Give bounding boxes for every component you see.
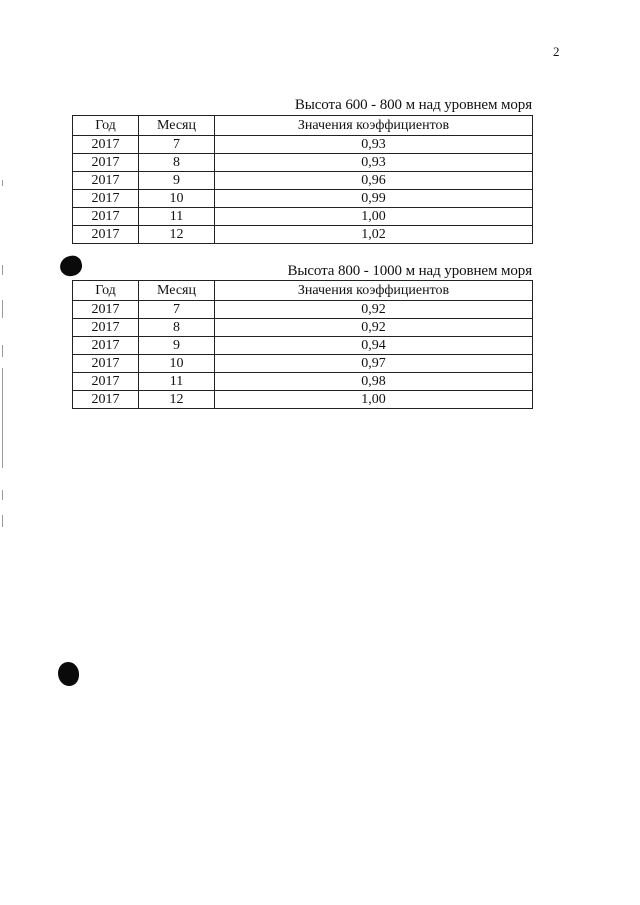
- cell-value: 1,00: [215, 391, 533, 409]
- cell-month: 11: [139, 373, 215, 391]
- header-value: Значения коэффициентов: [215, 116, 533, 136]
- cell-month: 12: [139, 226, 215, 244]
- header-year: Год: [73, 281, 139, 301]
- cell-month: 12: [139, 391, 215, 409]
- page-number: 2: [553, 44, 560, 59]
- header-year: Год: [73, 116, 139, 136]
- cell-value: 0,93: [215, 154, 533, 172]
- coefficients-table-600-800: [72, 115, 533, 244]
- cell-month: 10: [139, 190, 215, 208]
- cell-year: 2017: [73, 154, 139, 172]
- cell-value: 0,96: [215, 172, 533, 190]
- cell-year: 2017: [73, 391, 139, 409]
- cell-month: 7: [139, 136, 215, 154]
- table-row: [73, 355, 533, 373]
- punch-hole-mark: [58, 254, 84, 278]
- cell-year: 2017: [73, 226, 139, 244]
- header-value: Значения коэффициентов: [215, 281, 533, 301]
- coefficients-table-800-1000: [72, 280, 533, 409]
- cell-month: 11: [139, 208, 215, 226]
- table-row: [73, 373, 533, 391]
- table-row: [73, 172, 533, 190]
- cell-value: 0,92: [215, 319, 533, 337]
- cell-month: 9: [139, 172, 215, 190]
- cell-value: 0,98: [215, 373, 533, 391]
- cell-month: 10: [139, 355, 215, 373]
- cell-value: 1,00: [215, 208, 533, 226]
- table-row: [73, 136, 533, 154]
- table-row: [73, 391, 533, 409]
- cell-value: 0,99: [215, 190, 533, 208]
- cell-month: 7: [139, 301, 215, 319]
- table-header-row: [73, 116, 533, 136]
- cell-value: 1,02: [215, 226, 533, 244]
- scan-edge-mark: [2, 265, 3, 275]
- table-row: [73, 319, 533, 337]
- scan-edge-mark: [2, 300, 3, 318]
- cell-year: 2017: [73, 301, 139, 319]
- cell-value: 0,97: [215, 355, 533, 373]
- scan-edge-mark: [2, 515, 3, 527]
- table-row: [73, 226, 533, 244]
- cell-year: 2017: [73, 190, 139, 208]
- table-row: [73, 301, 533, 319]
- cell-value: 0,92: [215, 301, 533, 319]
- cell-value: 0,93: [215, 136, 533, 154]
- cell-year: 2017: [73, 319, 139, 337]
- header-month: Месяц: [139, 281, 215, 301]
- cell-value: 0,94: [215, 337, 533, 355]
- table-header-row: [73, 281, 533, 301]
- cell-year: 2017: [73, 337, 139, 355]
- header-month: Месяц: [139, 116, 215, 136]
- table-caption-800-1000: Высота 800 - 1000 м над уровнем моря: [287, 263, 532, 279]
- cell-month: 8: [139, 154, 215, 172]
- cell-year: 2017: [73, 136, 139, 154]
- table-row: [73, 337, 533, 355]
- punch-hole-mark: [58, 662, 79, 686]
- scan-edge-mark: [2, 490, 3, 500]
- scan-edge-mark: [2, 180, 3, 186]
- cell-month: 9: [139, 337, 215, 355]
- scan-edge-mark: [2, 345, 3, 357]
- cell-year: 2017: [73, 208, 139, 226]
- table-row: [73, 154, 533, 172]
- cell-month: 8: [139, 319, 215, 337]
- table-row: [73, 208, 533, 226]
- table-caption-600-800: Высота 600 - 800 м над уровнем моря: [294, 97, 532, 113]
- scan-edge-mark: [2, 368, 3, 468]
- cell-year: 2017: [73, 172, 139, 190]
- cell-year: 2017: [73, 355, 139, 373]
- table-row: [73, 190, 533, 208]
- cell-year: 2017: [73, 373, 139, 391]
